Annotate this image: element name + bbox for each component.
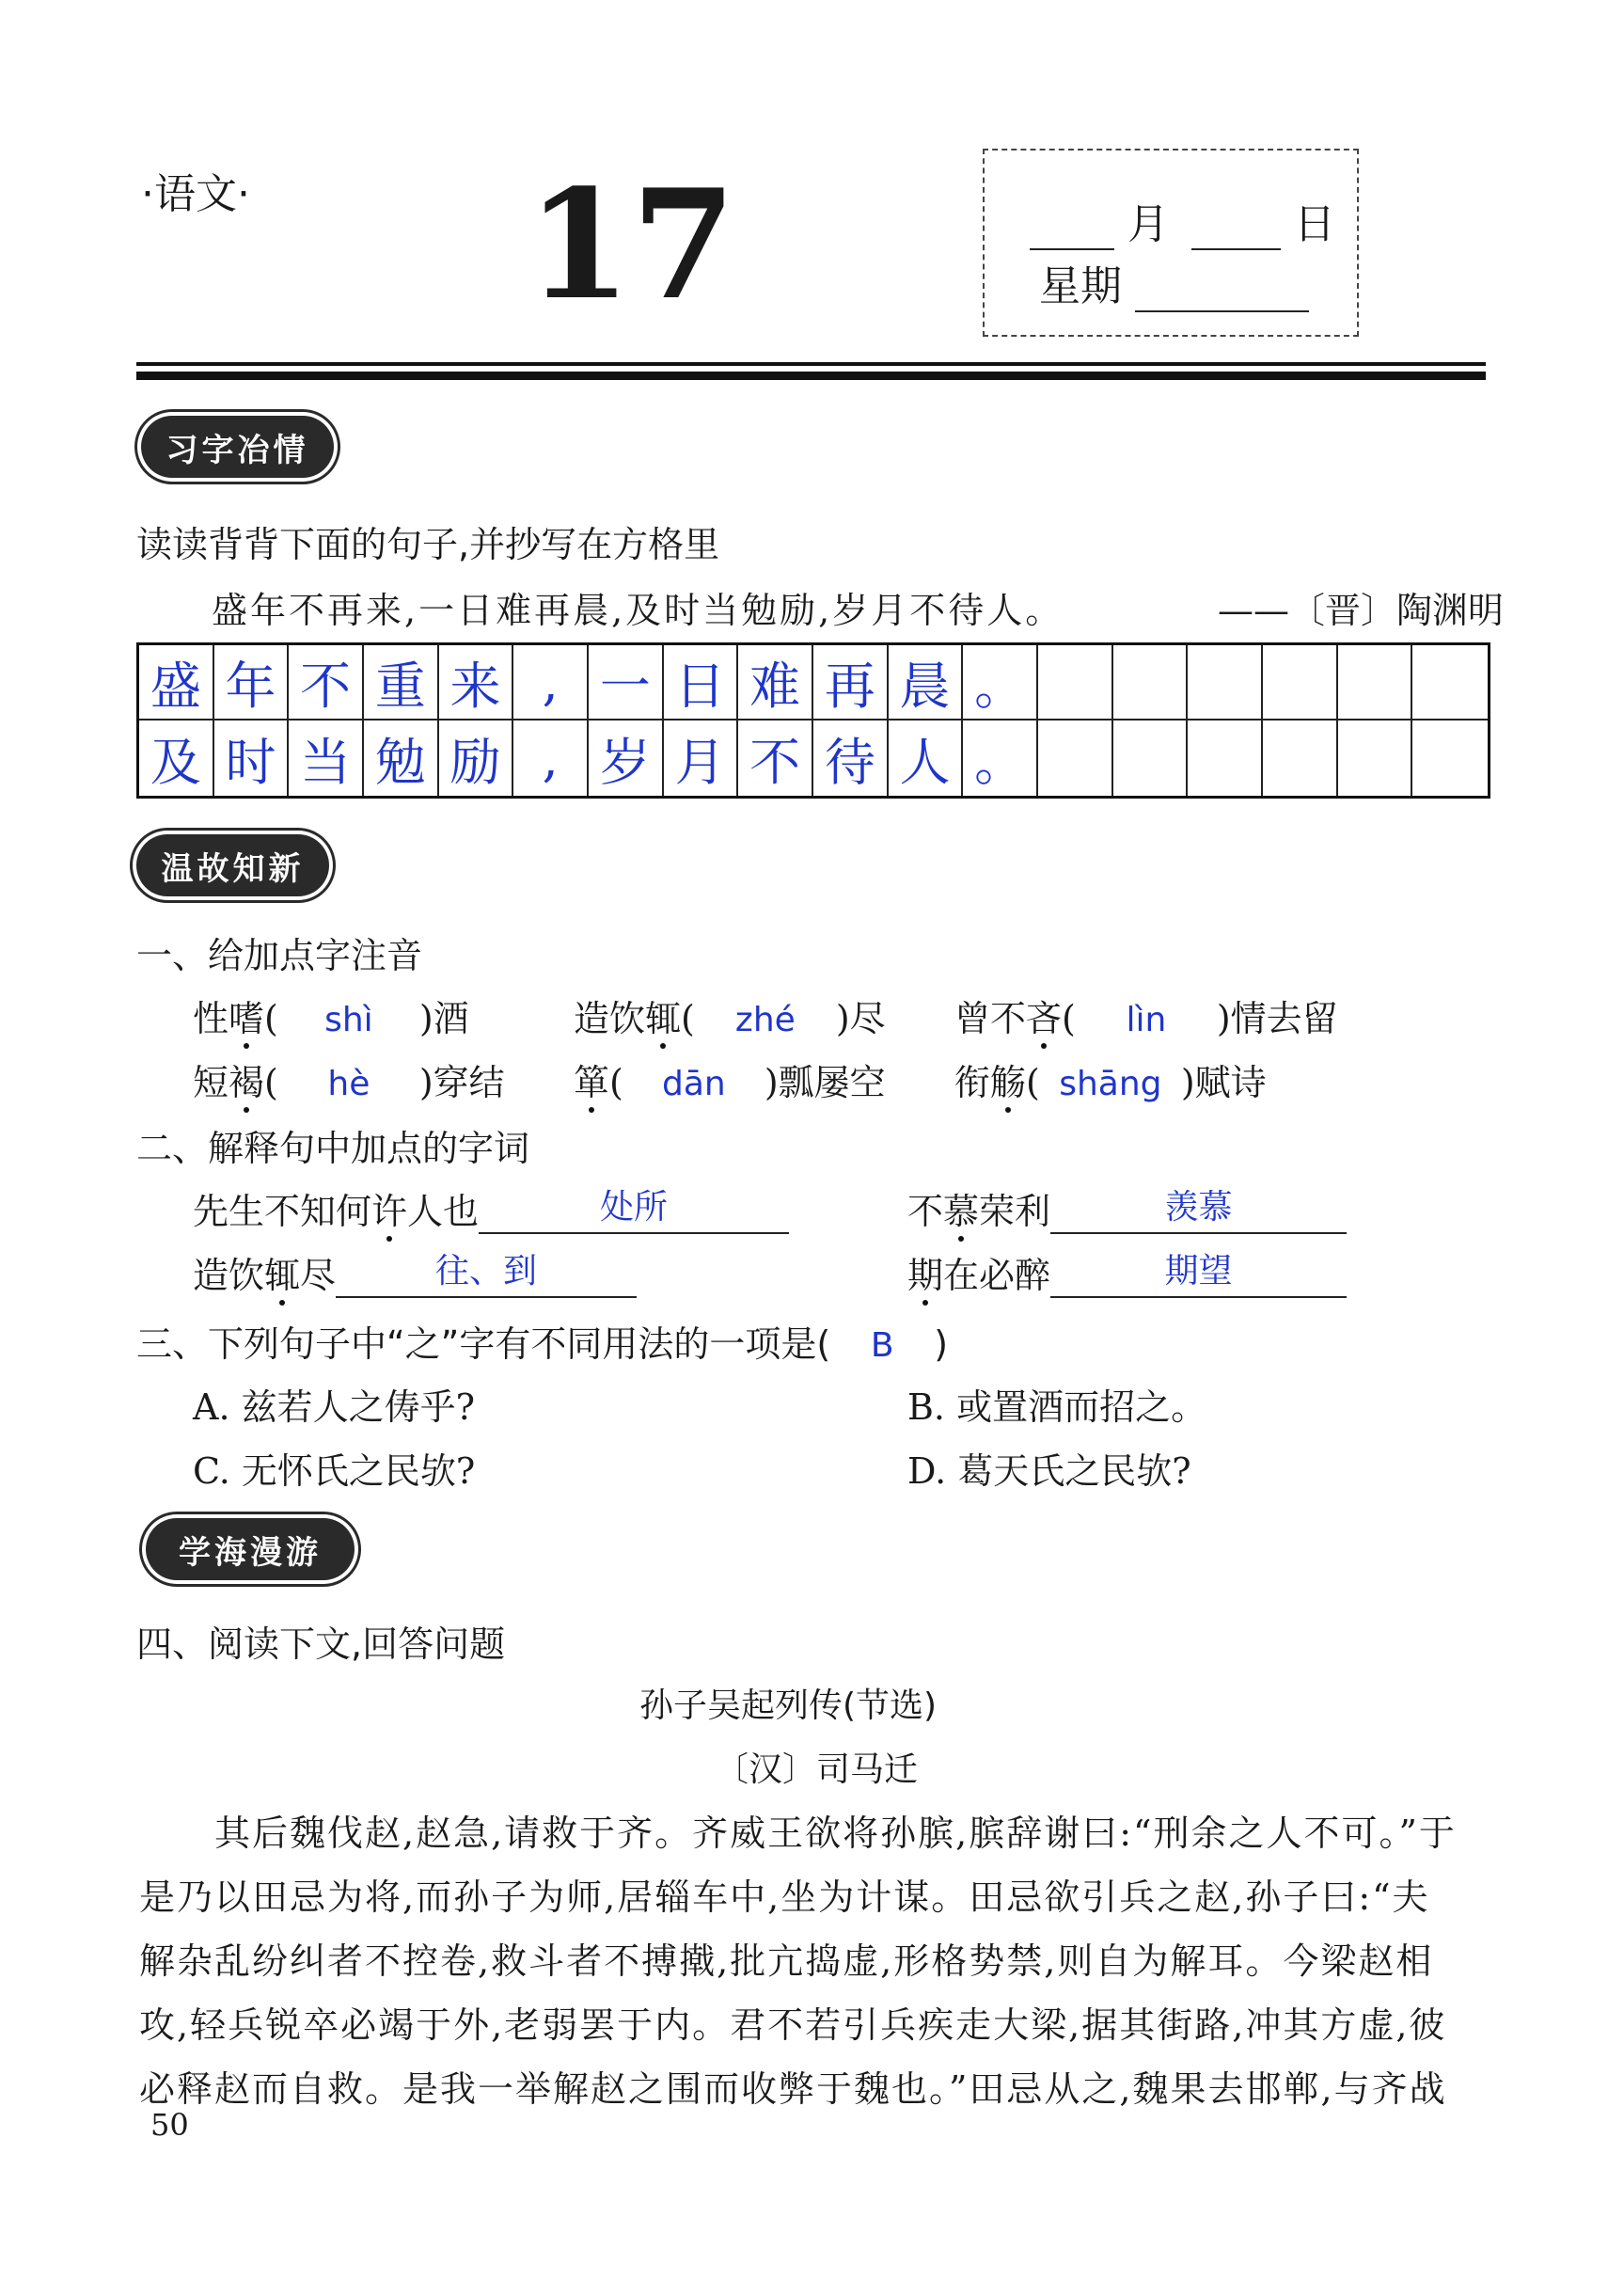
q1-close: )瓢屡空 bbox=[764, 1062, 886, 1103]
grid-cell[interactable]: 勉 bbox=[364, 720, 439, 796]
q2-dotted-char: 辄 bbox=[264, 1255, 301, 1296]
page-number: 50 bbox=[150, 2107, 189, 2143]
grid-cell[interactable] bbox=[1338, 720, 1413, 796]
article-line-1: 其后魏伐赵,赵急,请救于齐。齐威王欲将孙膑,膑辞谢曰:“刑余之人不可。”于 bbox=[214, 1813, 1457, 1854]
q1-answer[interactable]: lìn bbox=[1126, 1001, 1167, 1039]
grid-cell[interactable]: 一 bbox=[589, 645, 664, 720]
q1-close: )情去留 bbox=[1216, 998, 1338, 1039]
q1-item bbox=[954, 990, 1338, 1041]
q1-open-paren: ( bbox=[609, 1062, 623, 1103]
grid-cell[interactable] bbox=[1263, 645, 1338, 720]
q2-dotted-char: 许 bbox=[371, 1191, 408, 1232]
q2-rest: 尽 bbox=[300, 1255, 337, 1296]
grid-cell[interactable]: 当 bbox=[289, 720, 364, 796]
grid-cell[interactable]: 不 bbox=[289, 645, 364, 720]
weekday-label: 星期 bbox=[1039, 262, 1122, 310]
grid-cell[interactable] bbox=[1038, 720, 1113, 796]
grid-cell[interactable] bbox=[1188, 720, 1263, 796]
q2-item bbox=[907, 1246, 1347, 1298]
q2-text: 不 bbox=[907, 1191, 944, 1232]
grid-cell[interactable] bbox=[1412, 720, 1488, 796]
article-line-2: 是乃以田忌为将,而孙子为师,居辎车中,坐为计谋。田忌欲引兵之赵,孙子曰:“夫 bbox=[139, 1876, 1430, 1918]
grid-cell[interactable] bbox=[1263, 720, 1338, 796]
grid-cell[interactable]: 日 bbox=[664, 645, 739, 720]
grid-cell[interactable]: 盛 bbox=[139, 645, 214, 720]
article-author: 〔汉〕司马迁 bbox=[715, 1750, 919, 1789]
grid-cell[interactable] bbox=[1412, 645, 1488, 720]
header-rule-thick bbox=[136, 372, 1486, 380]
q1-pre: 造饮 bbox=[574, 998, 646, 1039]
q2-title: 二、解释句中加点的字词 bbox=[136, 1128, 530, 1169]
q1-pre: 性 bbox=[193, 998, 229, 1039]
grid-cell[interactable] bbox=[1338, 645, 1413, 720]
q1-close: )赋诗 bbox=[1180, 1062, 1267, 1103]
q2-text: 先生不知何 bbox=[193, 1191, 372, 1232]
grid-cell[interactable]: 不 bbox=[738, 720, 813, 796]
grid-cell[interactable]: 。 bbox=[963, 645, 1038, 720]
weekday-blank[interactable] bbox=[1135, 310, 1309, 312]
q2-dotted-char: 慕 bbox=[943, 1191, 980, 1232]
month-label: 月 bbox=[1127, 200, 1169, 248]
q2-answer-blank[interactable] bbox=[1050, 1252, 1347, 1298]
q3-title bbox=[136, 1315, 948, 1367]
q1-title: 一、给加点字注音 bbox=[136, 935, 423, 976]
header-rule-thin bbox=[136, 362, 1486, 366]
grid-cell[interactable] bbox=[1113, 645, 1189, 720]
article-line-3: 解杂乱纷纠者不控卷,救斗者不搏撠,批亢捣虚,形格势禁,则自为解耳。今梁赵相 bbox=[139, 1940, 1434, 1982]
q1-dotted-char: 辄 bbox=[645, 998, 682, 1039]
q2-item bbox=[907, 1182, 1347, 1234]
q2-text: 造饮 bbox=[193, 1255, 265, 1296]
q1-dotted-char: 觞 bbox=[990, 1062, 1027, 1103]
q2-answer-blank[interactable] bbox=[336, 1252, 637, 1298]
grid-cell[interactable] bbox=[1038, 645, 1113, 720]
article-title: 孙子吴起列传(节选) bbox=[639, 1686, 938, 1725]
date-row bbox=[1030, 190, 1335, 250]
grid-cell[interactable]: 人 bbox=[889, 720, 964, 796]
q2-answer: 羡慕 bbox=[1164, 1188, 1233, 1227]
q1-item bbox=[574, 990, 886, 1041]
month-blank[interactable] bbox=[1030, 248, 1114, 250]
q2-rest: 在必醉 bbox=[943, 1255, 1051, 1296]
weekday-row bbox=[1039, 252, 1309, 312]
q1-answer[interactable]: zhé bbox=[734, 1001, 796, 1039]
grid-cell[interactable]: 月 bbox=[664, 720, 739, 796]
q2-rest: 荣利 bbox=[979, 1191, 1051, 1232]
q1-dotted-char: 箪 bbox=[574, 1062, 610, 1103]
grid-cell[interactable]: 励 bbox=[439, 720, 514, 796]
q2-rest: 人也 bbox=[407, 1191, 480, 1232]
q3-option-b: B. 或置酒而招之。 bbox=[907, 1386, 1207, 1428]
q3-answer[interactable]: B bbox=[870, 1326, 894, 1365]
q2-item bbox=[193, 1182, 789, 1234]
lesson-number: 17 bbox=[527, 156, 736, 333]
q1-item bbox=[193, 1053, 505, 1105]
q2-answer: 处所 bbox=[600, 1188, 669, 1227]
q1-answer[interactable]: shì bbox=[324, 1001, 373, 1039]
quote-author: ——〔晋〕陶渊明 bbox=[1218, 590, 1505, 631]
grid-cell[interactable]: , bbox=[513, 645, 589, 720]
q1-answer[interactable]: dān bbox=[661, 1065, 726, 1103]
grid-cell[interactable]: 晨 bbox=[889, 645, 964, 720]
q3-question: 三、下列句子中“之”字有不同用法的一项是( bbox=[136, 1323, 831, 1365]
section-badge-reading: 学海漫游 bbox=[146, 1518, 355, 1580]
q1-dotted-char: 吝 bbox=[1026, 998, 1063, 1039]
q3-option-d: D. 葛天氏之民欤? bbox=[907, 1450, 1191, 1492]
grid-cell[interactable]: 重 bbox=[364, 645, 439, 720]
q1-dotted-char: 褐 bbox=[229, 1062, 265, 1103]
quote-text: 盛年不再来,一日难再晨,及时当勉励,岁月不待人。 bbox=[212, 590, 1064, 631]
section1-instruction: 读读背背下面的句子,并抄写在方格里 bbox=[136, 524, 720, 565]
grid-cell[interactable]: 年 bbox=[214, 645, 290, 720]
q1-close: )酒 bbox=[418, 998, 469, 1039]
grid-cell[interactable]: 待 bbox=[813, 720, 889, 796]
grid-cell[interactable]: , bbox=[513, 720, 589, 796]
q1-answer[interactable]: shāng bbox=[1059, 1065, 1162, 1103]
grid-cell[interactable]: 岁 bbox=[589, 720, 664, 796]
grid-cell[interactable] bbox=[1188, 645, 1263, 720]
article-line-4: 攻,轻兵锐卒必竭于外,老弱罢于内。君不若引兵疾走大梁,据其街路,冲其方虚,彼 bbox=[139, 2004, 1447, 2046]
section-badge-review: 温故知新 bbox=[136, 834, 329, 896]
q2-answer-blank[interactable] bbox=[479, 1188, 789, 1234]
q2-answer: 往、到 bbox=[435, 1252, 538, 1291]
grid-cell[interactable]: 来 bbox=[439, 645, 514, 720]
q1-answer[interactable]: hè bbox=[327, 1065, 370, 1103]
q2-dotted-char: 期 bbox=[907, 1255, 944, 1296]
q3-option-a: A. 兹若人之俦乎? bbox=[193, 1386, 475, 1428]
grid-cell[interactable]: 再 bbox=[813, 645, 889, 720]
grid-cell[interactable] bbox=[1113, 720, 1189, 796]
subject-label: ·语文· bbox=[141, 170, 250, 218]
q1-open-paren: ( bbox=[264, 1062, 278, 1103]
q1-open-paren: ( bbox=[1026, 1062, 1040, 1103]
grid-cell[interactable]: 。 bbox=[963, 720, 1038, 796]
grid-cell[interactable]: 难 bbox=[738, 645, 813, 720]
day-blank[interactable] bbox=[1191, 248, 1281, 250]
section-badge-calligraphy: 习字冶情 bbox=[141, 416, 334, 478]
date-box bbox=[983, 149, 1359, 337]
article-line-5: 必释赵而自救。是我一举解赵之围而收弊于魏也。”田忌从之,魏果去邯郸,与齐战 bbox=[139, 2068, 1447, 2110]
q1-open-paren: ( bbox=[1062, 998, 1076, 1039]
q1-item bbox=[193, 990, 469, 1041]
q1-open-paren: ( bbox=[264, 998, 278, 1039]
q1-pre: 曾不 bbox=[954, 998, 1027, 1039]
grid-cell[interactable]: 及 bbox=[139, 720, 214, 796]
q1-open-paren: ( bbox=[681, 998, 695, 1039]
q2-answer: 期望 bbox=[1164, 1252, 1233, 1291]
q1-close: )尽 bbox=[835, 998, 886, 1039]
q1-pre: 衔 bbox=[954, 1062, 991, 1103]
q2-answer-blank[interactable] bbox=[1050, 1188, 1347, 1234]
q3-option-c: C. 无怀氏之民欤? bbox=[193, 1450, 476, 1492]
q2-item bbox=[193, 1246, 637, 1298]
q4-title: 四、阅读下文,回答问题 bbox=[136, 1623, 506, 1665]
copy-grid bbox=[136, 642, 1490, 799]
q1-dotted-char: 嗜 bbox=[229, 998, 265, 1039]
grid-cell[interactable]: 时 bbox=[214, 720, 290, 796]
day-label: 日 bbox=[1294, 200, 1335, 248]
q1-pre: 短 bbox=[193, 1062, 229, 1103]
q1-close: )穿结 bbox=[418, 1062, 505, 1103]
q1-item bbox=[574, 1053, 886, 1105]
q1-item bbox=[954, 1053, 1267, 1105]
q3-close: ) bbox=[934, 1323, 949, 1365]
